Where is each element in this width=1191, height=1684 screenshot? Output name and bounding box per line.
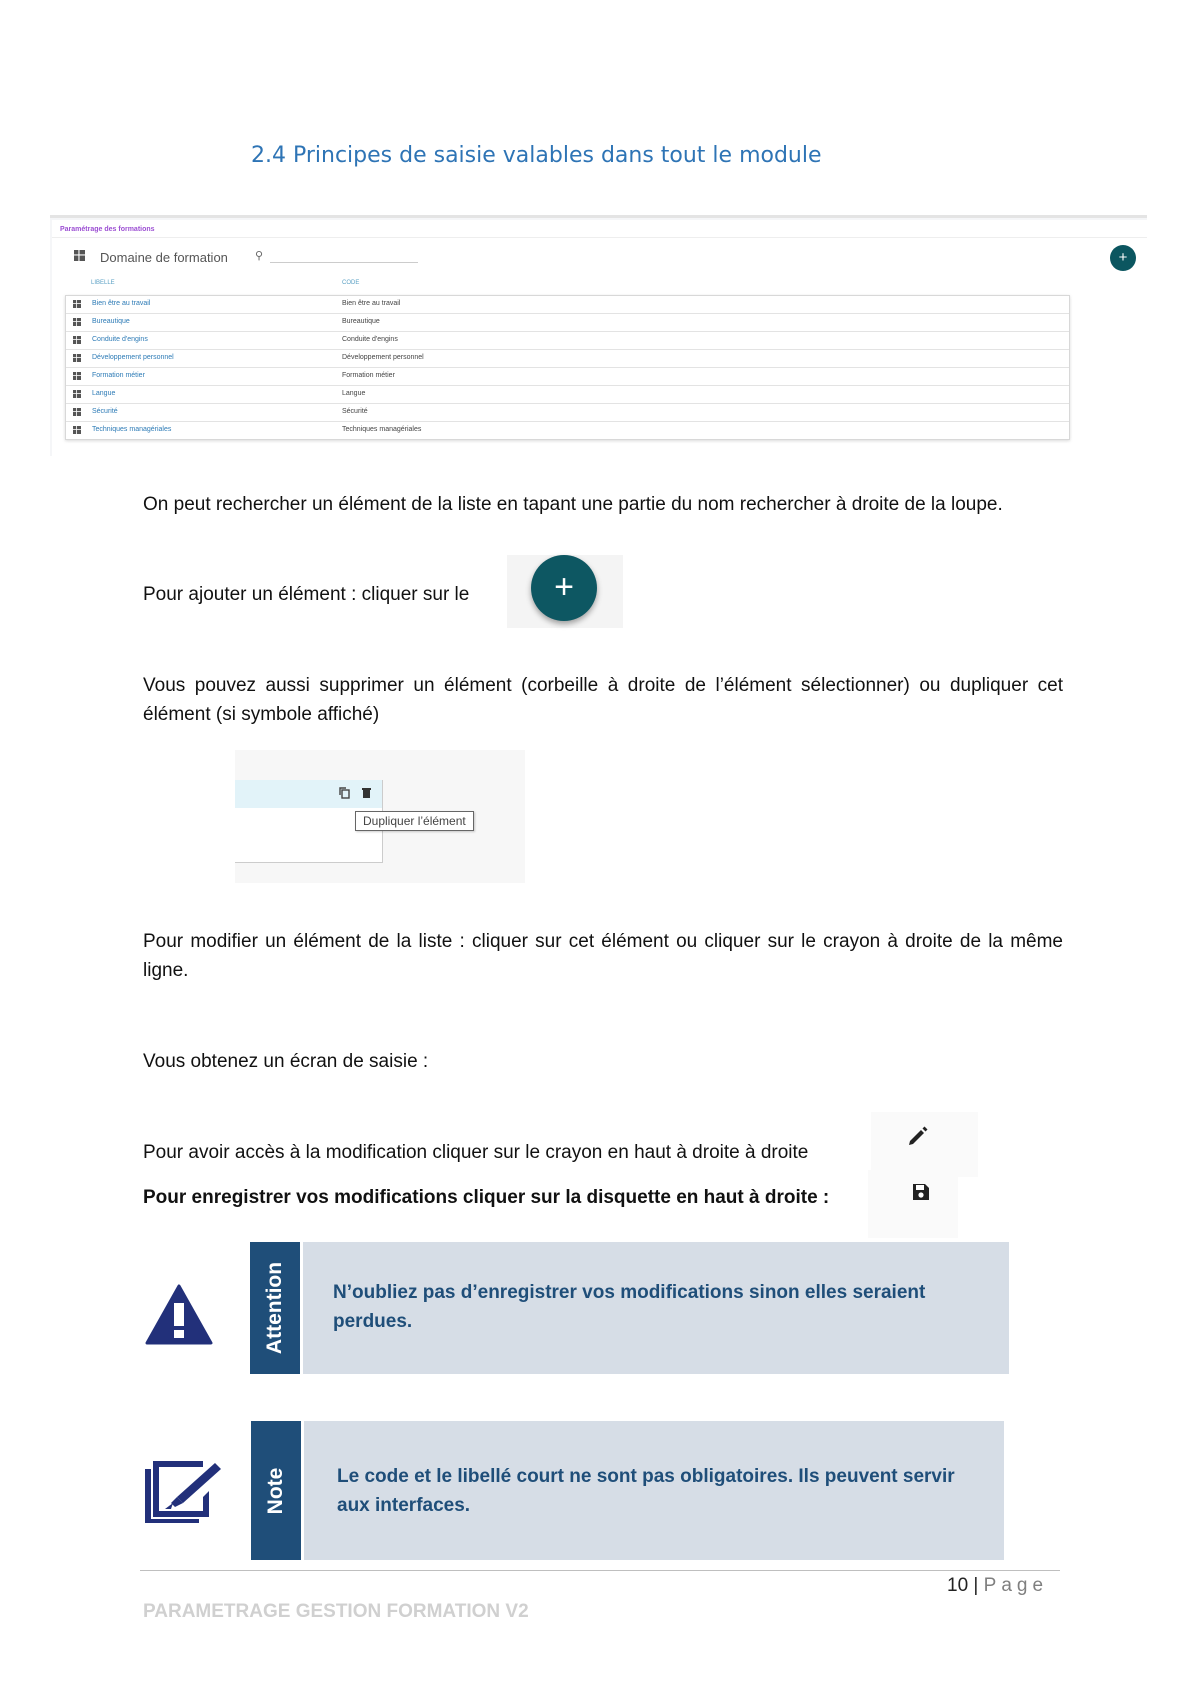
- save-paragraph: Pour enregistrer vos modifications cliquer sur la disquette en haut à droite :: [143, 1187, 830, 1208]
- attention-box: [300, 1242, 1009, 1374]
- grid-icon: [73, 426, 81, 434]
- column-header-code: CODE: [342, 280, 360, 286]
- breadcrumb-divider: [52, 237, 1147, 238]
- column-header-libelle: LIBELLE: [91, 280, 115, 286]
- search-paragraph: On peut rechercher un élément de la liste en tapant une partie du nom rechercher à droite de la loupe.: [143, 494, 1003, 515]
- page-number: [947, 1575, 1048, 1597]
- table-row[interactable]: [66, 350, 1069, 368]
- grid-icon: [73, 300, 81, 308]
- breadcrumb: Paramétrage des formations: [60, 226, 155, 233]
- search-icon[interactable]: ⚲: [255, 250, 264, 262]
- add-button[interactable]: +: [1110, 245, 1136, 271]
- add-icon: +: [531, 555, 597, 621]
- list-table: [65, 295, 1070, 440]
- save-image: [868, 1170, 958, 1238]
- row-libelle: Sécurité: [92, 408, 118, 415]
- search-input[interactable]: [270, 262, 418, 263]
- access-paragraph: Pour avoir accès à la modification cliquer sur le crayon en haut à droite à droite: [143, 1142, 809, 1163]
- table-row[interactable]: [66, 368, 1069, 386]
- row-code: Bien être au travail: [342, 300, 401, 307]
- table-row[interactable]: [66, 332, 1069, 350]
- delete-paragraph: Vous pouvez aussi supprimer un élément (corbeille à droite de l’élément sélectionner) ou dupliquer cet élément (si symbole affiché): [143, 675, 1063, 725]
- table-row[interactable]: [66, 296, 1069, 314]
- module-screenshot: [50, 215, 1147, 456]
- duplicate-icon: [339, 787, 350, 799]
- row-code: Bureautique: [342, 318, 380, 325]
- grid-icon: [73, 390, 81, 398]
- duplicate-image: [235, 750, 525, 883]
- warning-icon: [145, 1283, 213, 1345]
- row-libelle: Formation métier: [92, 372, 145, 379]
- modify-paragraph: Pour modifier un élément de la liste : cliquer sur cet élément ou cliquer sur le crayon à droite de la même ligne.: [143, 931, 1063, 981]
- page-number-value: 10: [947, 1575, 969, 1596]
- page-word: Page: [983, 1575, 1049, 1596]
- row-code: Conduite d'engins: [342, 336, 398, 343]
- note-label: Note: [251, 1421, 301, 1560]
- grid-icon: [73, 318, 81, 326]
- row-libelle: Bien être au travail: [92, 300, 151, 307]
- add-button-image: [507, 555, 623, 628]
- grid-icon: [73, 354, 81, 362]
- footer-title: PARAMETRAGE GESTION FORMATION V2: [143, 1601, 529, 1622]
- row-libelle: Langue: [92, 390, 116, 397]
- page-separator: |: [973, 1575, 979, 1596]
- table-row[interactable]: [66, 314, 1069, 332]
- attention-text: N’oubliez pas d’enregistrer vos modifications sinon elles seraient perdues.: [333, 1282, 926, 1332]
- note-text: Le code et le libellé court ne sont pas obligatoires. Ils peuvent servir aux interfaces.: [337, 1466, 955, 1516]
- pencil-icon: [907, 1125, 929, 1147]
- row-libelle: Bureautique: [92, 318, 130, 325]
- grid-icon: [73, 372, 81, 380]
- footer-divider: [140, 1570, 1060, 1571]
- list-row: [235, 835, 383, 863]
- trash-icon: [362, 787, 371, 799]
- grid-icon: [73, 336, 81, 344]
- row-libelle: Techniques managériales: [92, 426, 172, 433]
- section-heading: 2.4 Principes de saisie valables dans tout le module: [251, 143, 822, 168]
- table-row[interactable]: [66, 422, 1069, 439]
- pencil-image: [871, 1112, 978, 1177]
- row-code: Sécurité: [342, 408, 368, 415]
- row-code: Développement personnel: [342, 354, 424, 361]
- grid-icon: [74, 250, 85, 261]
- duplicate-tooltip: Dupliquer l’élément: [355, 811, 474, 831]
- row-code: Formation métier: [342, 372, 395, 379]
- table-row[interactable]: [66, 386, 1069, 404]
- row-code: Techniques managériales: [342, 426, 422, 433]
- list-title: Domaine de formation: [100, 250, 228, 265]
- row-libelle: Développement personnel: [92, 354, 174, 361]
- table-row[interactable]: [66, 404, 1069, 422]
- save-icon: [911, 1182, 931, 1202]
- row-libelle: Conduite d'engins: [92, 336, 148, 343]
- selected-row: [235, 780, 383, 808]
- note-edit-icon: [141, 1457, 226, 1523]
- screen-paragraph: Vous obtenez un écran de saisie :: [143, 1051, 429, 1072]
- row-code: Langue: [342, 390, 366, 397]
- note-box: [301, 1421, 1004, 1560]
- grid-icon: [73, 408, 81, 416]
- add-paragraph: Pour ajouter un élément : cliquer sur le: [143, 584, 470, 605]
- attention-label: Attention: [250, 1242, 300, 1374]
